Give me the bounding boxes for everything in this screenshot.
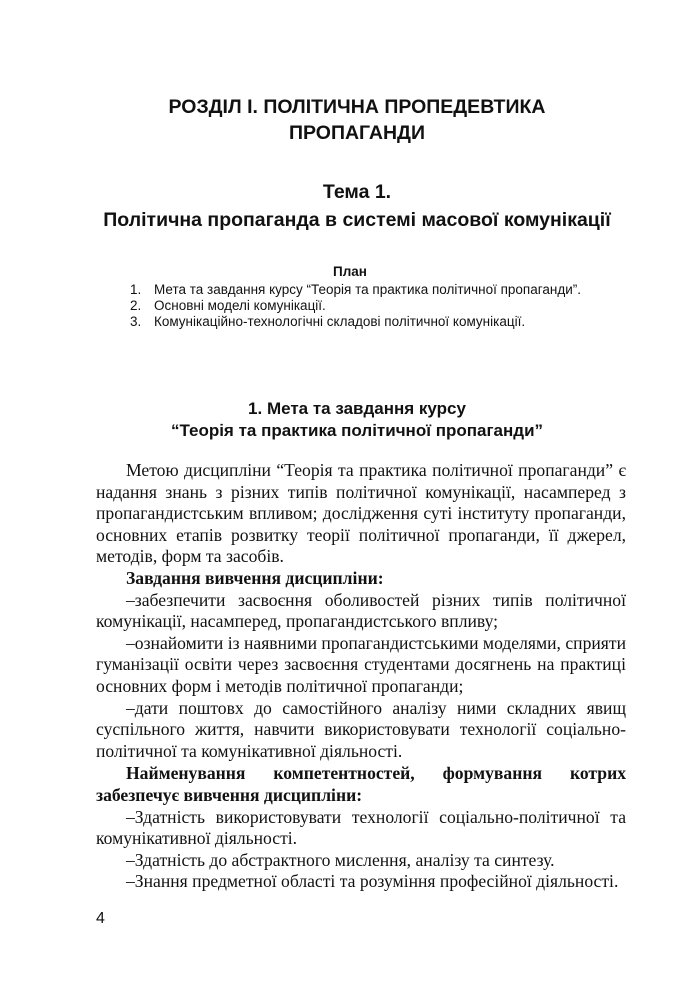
plan-item: [128, 298, 598, 314]
page-number: 4: [96, 910, 105, 927]
section-title-line-1: 1. Мета та завдання курсу: [248, 399, 466, 418]
chapter-title: [0, 94, 698, 146]
task-item-text: дати поштовх до самостійного аналізу ними складних явищ суспільного життя, навчити використовувати технології соціально-політичної та комунікативної діяльності.: [96, 697, 626, 761]
dash-marker: –: [126, 632, 135, 653]
plan-item-number: 3.: [130, 314, 142, 329]
plan-item: [128, 314, 598, 330]
plan-item: [128, 282, 598, 298]
section-title-line-2: “Теорія та практика політичної пропаганди”: [170, 421, 544, 440]
intro-paragraph: Метою дисципліни “Теорія та практика політичної пропаганди” є надання знань з різних типів політичної комунікації, насамперед з пропагандистським впливом; дослідження суті інституту пропаганди, основних етапів розвитку теорії політичної пропаганди, її джерел, методів, форм та засобів.: [96, 460, 626, 567]
section-title: [0, 398, 698, 442]
plan-heading: План: [333, 264, 367, 279]
chapter-title-line-2: ПРОПАГАНДИ: [289, 122, 425, 144]
competences-heading: Найменування компетентностей, формування котрих забезпечує вивчення дисципліни:: [96, 763, 626, 805]
dash-marker: –: [126, 871, 135, 892]
topic-title: [0, 178, 698, 234]
plan-item-text: Мета та завдання курсу “Теорія та практика політичної пропаганди”.: [154, 282, 581, 297]
competence-item: [96, 850, 626, 872]
competence-item: [96, 807, 626, 850]
topic-number: Тема 1.: [322, 181, 392, 203]
dash-marker: –: [126, 589, 135, 610]
plan-item-number: 2.: [130, 298, 142, 313]
dash-marker: –: [126, 849, 135, 870]
tasks-heading: Завдання вивчення дисципліни:: [126, 567, 384, 588]
task-item-text: забезпечити засвоєння оболивостей різних типів політичної комунікації, насамперед, пропагандистського впливу;: [96, 589, 626, 632]
competence-item-text: Здатність використовувати технології соціально-політичної та комунікативної діяльності.: [96, 806, 626, 849]
plan-item-text: Комунікаційно-технологічні складові політичної комунікації.: [154, 314, 526, 329]
topic-name: Політична пропаганда в системі масової комунікації: [103, 209, 611, 231]
task-item: [96, 590, 626, 633]
task-item: [96, 698, 626, 763]
chapter-title-line-1: РОЗДІЛ І. ПОЛІТИЧНА ПРОПЕДЕВТИКА: [168, 96, 546, 118]
task-item: [96, 633, 626, 698]
plan-list: [128, 282, 598, 330]
body-text: [96, 460, 626, 893]
plan-item-number: 1.: [130, 282, 142, 297]
competence-item: [96, 871, 626, 893]
dash-marker: –: [126, 697, 135, 718]
competence-item-text: Здатність до абстрактного мислення, аналізу та синтезу.: [134, 849, 555, 870]
task-item-text: ознайомити із наявними пропагандистськими моделями, сприяти гуманізації освіти через засвоєння студентами досягнень на практиці основних форм і методів політичної пропаганди;: [96, 632, 626, 696]
plan-item-text: Основні моделі комунікації.: [154, 298, 326, 313]
dash-marker: –: [126, 806, 135, 827]
competence-item-text: Знання предметної області та розуміння професійної діяльності.: [134, 871, 619, 892]
